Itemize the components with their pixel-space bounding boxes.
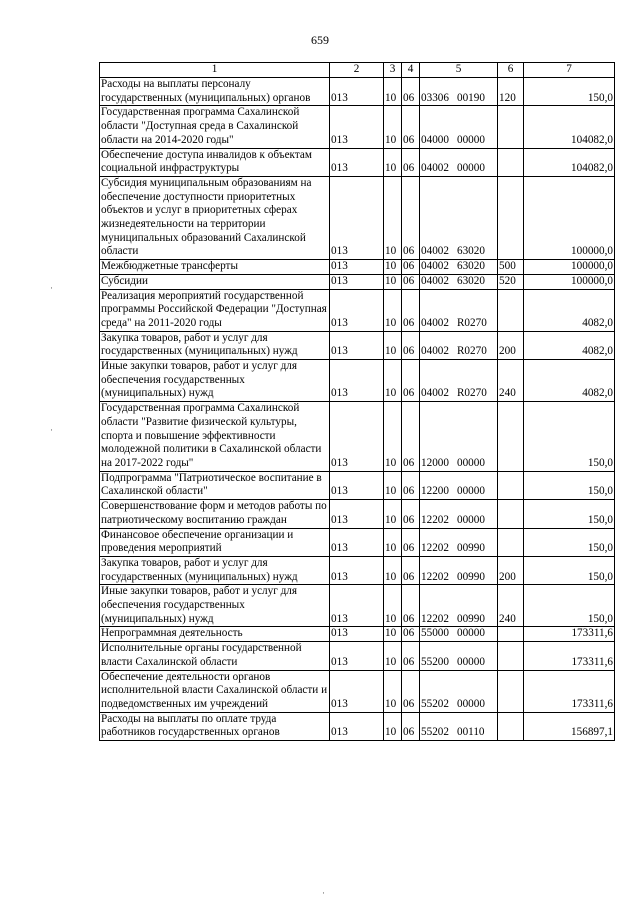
cell-expense-type [498, 627, 524, 642]
cell-expense-type [498, 712, 524, 740]
table-row [100, 331, 615, 359]
cell-subsection: 06 [402, 289, 420, 331]
cell-section: 10 [384, 556, 402, 584]
table-row [100, 500, 615, 528]
cell-target-article [420, 627, 498, 642]
target-article-direction-code: 00990 [456, 612, 485, 625]
cell-expense-type [498, 670, 524, 712]
cell-name: Субсидии [100, 274, 330, 289]
cell-code: 013 [330, 585, 384, 627]
target-article-program-code: 12202 [421, 570, 449, 583]
cell-expense-type [498, 289, 524, 331]
table-row [100, 712, 615, 740]
cell-code: 013 [330, 402, 384, 472]
target-article-program-code: 55202 [421, 697, 449, 710]
target-article-direction-code: R0270 [456, 387, 487, 400]
cell-target-article [420, 471, 498, 499]
target-article-direction-code: 00000 [456, 627, 485, 640]
target-article-program-code: 12202 [421, 513, 449, 526]
table-body [100, 78, 615, 741]
target-article-program-code: 04000 [421, 133, 449, 146]
column-header: 2 [330, 63, 384, 78]
table-row [100, 360, 615, 402]
table-row [100, 528, 615, 556]
cell-name: Финансовое обеспечение организации и проведения мероприятий [100, 528, 330, 556]
target-article-program-code: 12202 [421, 612, 449, 625]
cell-subsection: 06 [402, 670, 420, 712]
table-row [100, 106, 615, 148]
cell-code: 013 [330, 556, 384, 584]
target-article-program-code: 04002 [421, 316, 449, 329]
cell-subsection: 06 [402, 585, 420, 627]
target-article-direction-code: 00000 [456, 697, 485, 710]
cell-section: 10 [384, 274, 402, 289]
target-article-direction-code: 00000 [456, 485, 485, 498]
cell-amount: 104082,0 [524, 106, 615, 148]
cell-section: 10 [384, 712, 402, 740]
cell-subsection: 06 [402, 642, 420, 670]
cell-name: Расходы на выплаты по оплате труда работников государственных органов [100, 712, 330, 740]
cell-target-article [420, 148, 498, 176]
cell-code: 013 [330, 274, 384, 289]
cell-name: Иные закупки товаров, работ и услуг для обеспечения государственных (муниципальных) нужд [100, 360, 330, 402]
target-article-program-code: 04002 [421, 387, 449, 400]
cell-expense-type [498, 402, 524, 472]
cell-name: Межбюджетные трансферты [100, 260, 330, 275]
cell-expense-type: 120 [498, 78, 524, 106]
budget-table [99, 62, 615, 741]
cell-amount: 150,0 [524, 402, 615, 472]
table-row [100, 402, 615, 472]
cell-section: 10 [384, 289, 402, 331]
cell-expense-type [498, 528, 524, 556]
cell-expense-type: 500 [498, 260, 524, 275]
cell-name: Совершенствование форм и методов работы по патриотическому воспитанию граждан [100, 500, 330, 528]
cell-code: 013 [330, 670, 384, 712]
cell-expense-type [498, 176, 524, 259]
cell-amount: 100000,0 [524, 274, 615, 289]
cell-code: 013 [330, 176, 384, 259]
cell-section: 10 [384, 471, 402, 499]
cell-section: 10 [384, 642, 402, 670]
page-number: 659 [311, 33, 329, 47]
target-article-direction-code: 63020 [456, 245, 485, 258]
cell-name: Обеспечение доступа инвалидов к объектам социальной инфраструктуры [100, 148, 330, 176]
target-article-direction-code: R0270 [456, 316, 487, 329]
cell-target-article [420, 106, 498, 148]
cell-code: 013 [330, 360, 384, 402]
target-article-program-code: 04002 [421, 245, 449, 258]
cell-target-article [420, 670, 498, 712]
cell-name: Обеспечение деятельности органов исполнительной власти Сахалинской области и подведомственных им учреждений [100, 670, 330, 712]
cell-target-article [420, 556, 498, 584]
cell-code: 013 [330, 712, 384, 740]
cell-subsection: 06 [402, 274, 420, 289]
cell-expense-type: 200 [498, 331, 524, 359]
cell-subsection: 06 [402, 500, 420, 528]
cell-code: 013 [330, 528, 384, 556]
cell-code: 013 [330, 331, 384, 359]
cell-amount: 100000,0 [524, 176, 615, 259]
cell-target-article [420, 642, 498, 670]
cell-amount: 4082,0 [524, 331, 615, 359]
cell-section: 10 [384, 585, 402, 627]
table-row [100, 556, 615, 584]
table-header-row [100, 63, 615, 78]
column-header: 1 [100, 63, 330, 78]
cell-code: 013 [330, 148, 384, 176]
cell-code: 013 [330, 627, 384, 642]
target-article-direction-code: 00000 [456, 655, 485, 668]
cell-subsection: 06 [402, 360, 420, 402]
cell-expense-type [498, 471, 524, 499]
cell-subsection: 06 [402, 260, 420, 275]
target-article-program-code: 12202 [421, 542, 449, 555]
cell-subsection: 06 [402, 176, 420, 259]
cell-name: Государственная программа Сахалинской области "Доступная среда в Сахалинской области на 2014-2020 годы" [100, 106, 330, 148]
column-header: 5 [420, 63, 498, 78]
column-header: 6 [498, 63, 524, 78]
cell-subsection: 06 [402, 402, 420, 472]
cell-subsection: 06 [402, 471, 420, 499]
table-row [100, 289, 615, 331]
target-article-program-code: 12200 [421, 485, 449, 498]
target-article-direction-code: R0270 [456, 345, 487, 358]
cell-expense-type [498, 106, 524, 148]
cell-target-article [420, 712, 498, 740]
cell-target-article [420, 78, 498, 106]
scan-speck: · [322, 888, 325, 898]
target-article-direction-code: 00000 [456, 133, 485, 146]
cell-amount: 150,0 [524, 528, 615, 556]
cell-code: 013 [330, 500, 384, 528]
table-row [100, 78, 615, 106]
target-article-direction-code: 63020 [456, 274, 485, 287]
scan-speck: · [50, 425, 53, 435]
target-article-direction-code: 00000 [456, 456, 485, 469]
cell-amount: 173311,6 [524, 670, 615, 712]
cell-subsection: 06 [402, 148, 420, 176]
cell-amount: 4082,0 [524, 289, 615, 331]
cell-subsection: 06 [402, 106, 420, 148]
cell-section: 10 [384, 402, 402, 472]
cell-section: 10 [384, 500, 402, 528]
cell-section: 10 [384, 528, 402, 556]
cell-amount: 100000,0 [524, 260, 615, 275]
cell-target-article [420, 289, 498, 331]
target-article-direction-code: 00110 [456, 726, 485, 739]
cell-name: Закупка товаров, работ и услуг для государственных (муниципальных) нужд [100, 331, 330, 359]
cell-target-article [420, 274, 498, 289]
cell-subsection: 06 [402, 712, 420, 740]
cell-name: Непрограммная деятельность [100, 627, 330, 642]
cell-subsection: 06 [402, 78, 420, 106]
cell-expense-type: 240 [498, 360, 524, 402]
cell-expense-type: 520 [498, 274, 524, 289]
cell-name: Субсидия муниципальным образованиям на обеспечение доступности приоритетных объектов и услуг в приоритетных сферах жизнедеятельности на территории муниципальных образований Сахалинской области [100, 176, 330, 259]
cell-amount: 150,0 [524, 78, 615, 106]
target-article-direction-code: 63020 [456, 260, 485, 273]
table-row [100, 471, 615, 499]
cell-section: 10 [384, 331, 402, 359]
cell-expense-type [498, 500, 524, 528]
cell-section: 10 [384, 148, 402, 176]
target-article-program-code: 55202 [421, 726, 449, 739]
target-article-program-code: 04002 [421, 274, 449, 287]
cell-expense-type [498, 148, 524, 176]
cell-amount: 173311,6 [524, 642, 615, 670]
cell-code: 013 [330, 471, 384, 499]
cell-expense-type: 240 [498, 585, 524, 627]
cell-target-article [420, 360, 498, 402]
target-article-program-code: 04002 [421, 345, 449, 358]
cell-section: 10 [384, 176, 402, 259]
target-article-program-code: 04002 [421, 162, 449, 175]
cell-amount: 150,0 [524, 500, 615, 528]
cell-code: 013 [330, 260, 384, 275]
cell-code: 013 [330, 78, 384, 106]
target-article-program-code: 12000 [421, 456, 449, 469]
cell-code: 013 [330, 642, 384, 670]
target-article-direction-code: 00000 [456, 513, 485, 526]
table-row [100, 642, 615, 670]
cell-section: 10 [384, 260, 402, 275]
table-row [100, 260, 615, 275]
cell-section: 10 [384, 627, 402, 642]
cell-name: Исполнительные органы государственной власти Сахалинской области [100, 642, 330, 670]
table-row [100, 148, 615, 176]
cell-name: Закупка товаров, работ и услуг для государственных (муниципальных) нужд [100, 556, 330, 584]
cell-section: 10 [384, 670, 402, 712]
table-row [100, 274, 615, 289]
cell-expense-type [498, 642, 524, 670]
cell-amount: 150,0 [524, 556, 615, 584]
cell-target-article [420, 500, 498, 528]
cell-target-article [420, 331, 498, 359]
column-header: 3 [384, 63, 402, 78]
target-article-program-code: 04002 [421, 260, 449, 273]
cell-target-article [420, 260, 498, 275]
cell-section: 10 [384, 360, 402, 402]
table-row [100, 585, 615, 627]
cell-subsection: 06 [402, 331, 420, 359]
target-article-direction-code: 00190 [456, 91, 485, 104]
cell-subsection: 06 [402, 556, 420, 584]
target-article-direction-code: 00990 [456, 542, 485, 555]
target-article-program-code: 03306 [421, 91, 449, 104]
cell-name: Реализация мероприятий государственной программы Российской Федерации "Доступная среда" на 2011-2020 годы [100, 289, 330, 331]
cell-section: 10 [384, 106, 402, 148]
cell-name: Иные закупки товаров, работ и услуг для обеспечения государственных (муниципальных) нужд [100, 585, 330, 627]
cell-name: Государственная программа Сахалинской области "Развитие физической культуры, спорта и повышение эффективности молодежной политики в Сахалинской области на 2017-2022 годы" [100, 402, 330, 472]
column-header: 4 [402, 63, 420, 78]
table-row [100, 670, 615, 712]
table-row [100, 627, 615, 642]
cell-expense-type: 200 [498, 556, 524, 584]
target-article-direction-code: 00990 [456, 570, 485, 583]
target-article-direction-code: 00000 [456, 162, 485, 175]
scan-speck: · [50, 283, 53, 293]
cell-amount: 4082,0 [524, 360, 615, 402]
cell-section: 10 [384, 78, 402, 106]
cell-amount: 104082,0 [524, 148, 615, 176]
cell-target-article [420, 402, 498, 472]
cell-name: Подпрограмма "Патриотическое воспитание в Сахалинской области" [100, 471, 330, 499]
target-article-program-code: 55200 [421, 655, 449, 668]
cell-amount: 156897,1 [524, 712, 615, 740]
cell-subsection: 06 [402, 627, 420, 642]
table-row [100, 176, 615, 259]
cell-target-article [420, 585, 498, 627]
column-header: 7 [524, 63, 615, 78]
cell-subsection: 06 [402, 528, 420, 556]
cell-code: 013 [330, 106, 384, 148]
cell-amount: 150,0 [524, 585, 615, 627]
cell-amount: 173311,6 [524, 627, 615, 642]
cell-amount: 150,0 [524, 471, 615, 499]
target-article-program-code: 55000 [421, 627, 449, 640]
cell-code: 013 [330, 289, 384, 331]
cell-target-article [420, 528, 498, 556]
cell-name: Расходы на выплаты персоналу государственных (муниципальных) органов [100, 78, 330, 106]
cell-target-article [420, 176, 498, 259]
